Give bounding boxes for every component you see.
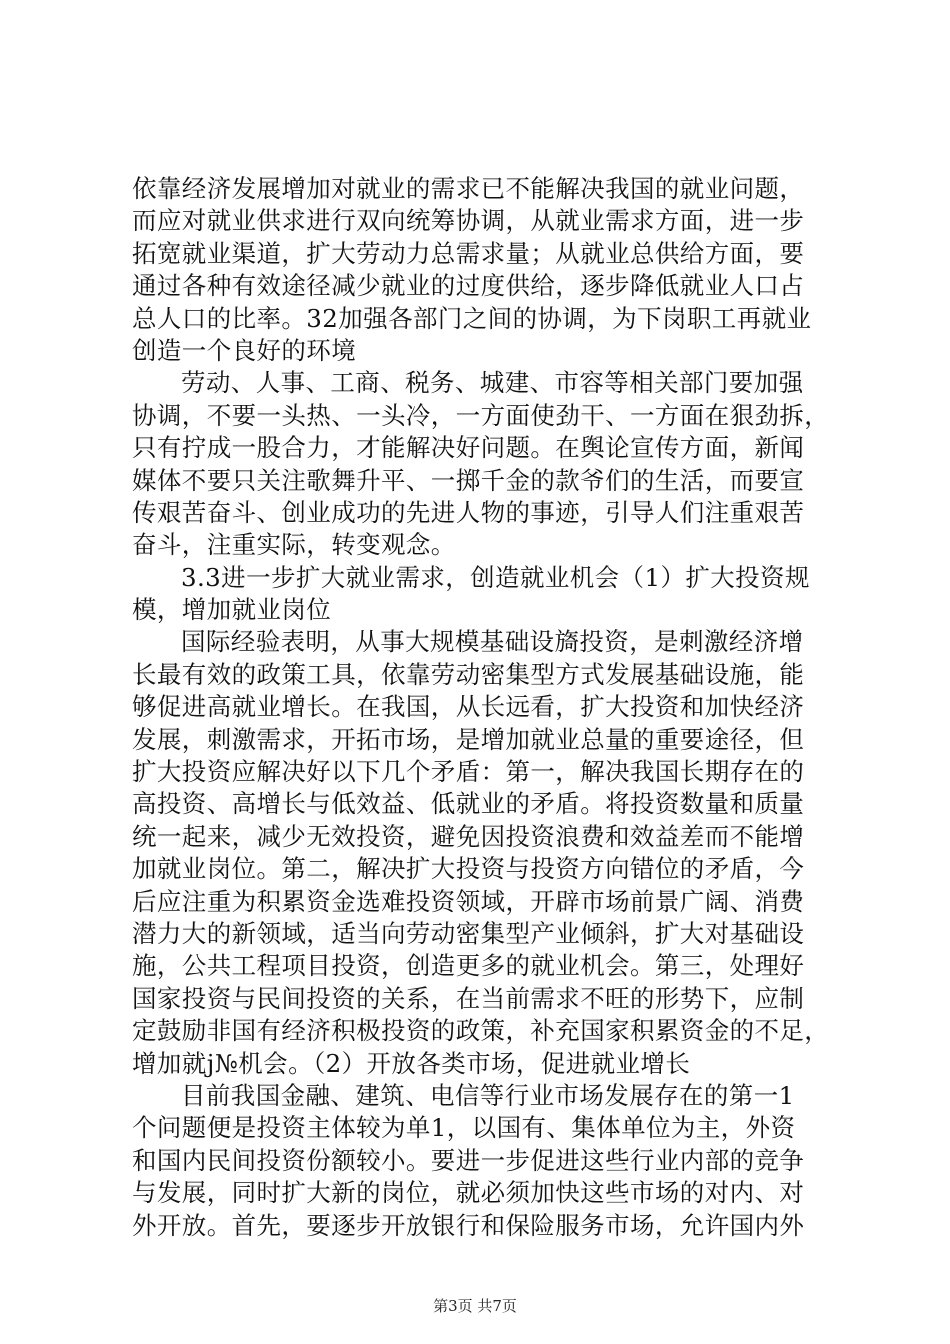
text-line: 定鼓励非国有经济积极投资的政策，补充国家积累资金的不足， [132,1016,830,1046]
text-line: 通过各种有效途径减少就业的过度供给，逐步降低就业人口占 [132,271,805,301]
section-heading: 3.3进一步扩大就业需求，创造就业机会（1）扩大投资规 [181,562,810,592]
text-line: 加就业岗位。第二，解决扩大投资与投资方向错位的矛盾，今 [132,854,805,884]
text-line: 与发展，同时扩大新的岗位，就必须加快这些市场的对内、对 [132,1178,805,1208]
text-line: 拓宽就业渠道，扩大劳动力总需求量；从就业总供给方面，要 [132,238,805,268]
text-line: 发展，刺激需求，开拓市场，是增加就业总量的重要途径，但 [132,724,805,754]
text-line: 模，增加就业岗位 [132,595,332,625]
text-line: 国家投资与民间投资的关系，在当前需求不旺的形势下，应制 [132,983,805,1013]
text-line: 外开放。首先，要逐步开放银行和保险服务市场，允许国内外 [132,1210,805,1240]
text-line: 和国内民间投资份额较小。要进一步促进这些行业内部的竞争 [132,1145,805,1175]
text-line: 目前我国金融、建筑、电信等行业市场发展存在的第一1 [181,1080,795,1110]
text-line: 而应对就业供求进行双向统筹协调，从就业需求方面，进一步 [132,206,805,236]
text-line: 传艰苦奋斗、创业成功的先进人物的事迹，引导人们注重艰苦 [132,497,805,527]
text-line: 长最有效的政策工具，依靠劳动密集型方式发展基础设施，能 [132,659,805,689]
text-line: 奋斗，注重实际，转变观念。 [132,530,456,560]
text-line: 协调，不要一头热、一头冷，一方面使劲干、一方面在狠劲拆， [132,400,830,430]
text-line: 依靠经济发展增加对就业的需求已不能解决我国的就业问题， [132,174,805,203]
document-body [132,173,832,1242]
text-line: 高投资、高增长与低效益、低就业的矛盾。将投资数量和质量 [132,789,805,819]
text-line: 统一起来，减少无效投资，避免因投资浪费和效益差而不能增 [132,821,805,851]
text-line: 扩大投资应解决好以下几个矛盾：第一，解决我国长期存在的 [132,757,805,787]
text-line: 创造一个良好的环境 [132,335,357,365]
text-line: 只有拧成一股合力，才能解决好问题。在舆论宣传方面，新闻 [132,433,805,463]
text-line: 后应注重为积累资金选难投资领域，开辟市场前景广阔、消费 [132,886,805,916]
text-line: 国际经验表明，从事大规模基础设旖投资，是刺激经济增 [181,627,804,657]
text-line: 劳动、人事、工商、税务、城建、市容等相关部门要加强 [181,368,804,398]
text-line: 总人口的比率。32加强各部门之间的协调，为下岗职工再就业 [132,303,812,333]
text-line: 潜力大的新领域，适当向劳动密集型产业倾斜，扩大对基础设 [132,918,805,948]
page-footer [0,1296,950,1316]
text-line: 施，公共工程项目投资，创造更多的就业机会。第三，处理好 [132,951,805,981]
text-line: 媒体不要只关注歌舞升平、一掷千金的款爷们的生活，而要宣 [132,465,805,495]
text-line: 增加就j№机会。（2）开放各类市场，促进就业增长 [132,1048,691,1078]
text-line: 够促进高就业增长。在我国，从长远看，扩大投资和加快经济 [132,692,805,722]
text-line: 个问题便是投资主体较为单1，以国有、集体单位为主，外资 [132,1113,796,1143]
page-number: 第3页 共7页 [433,1297,517,1315]
